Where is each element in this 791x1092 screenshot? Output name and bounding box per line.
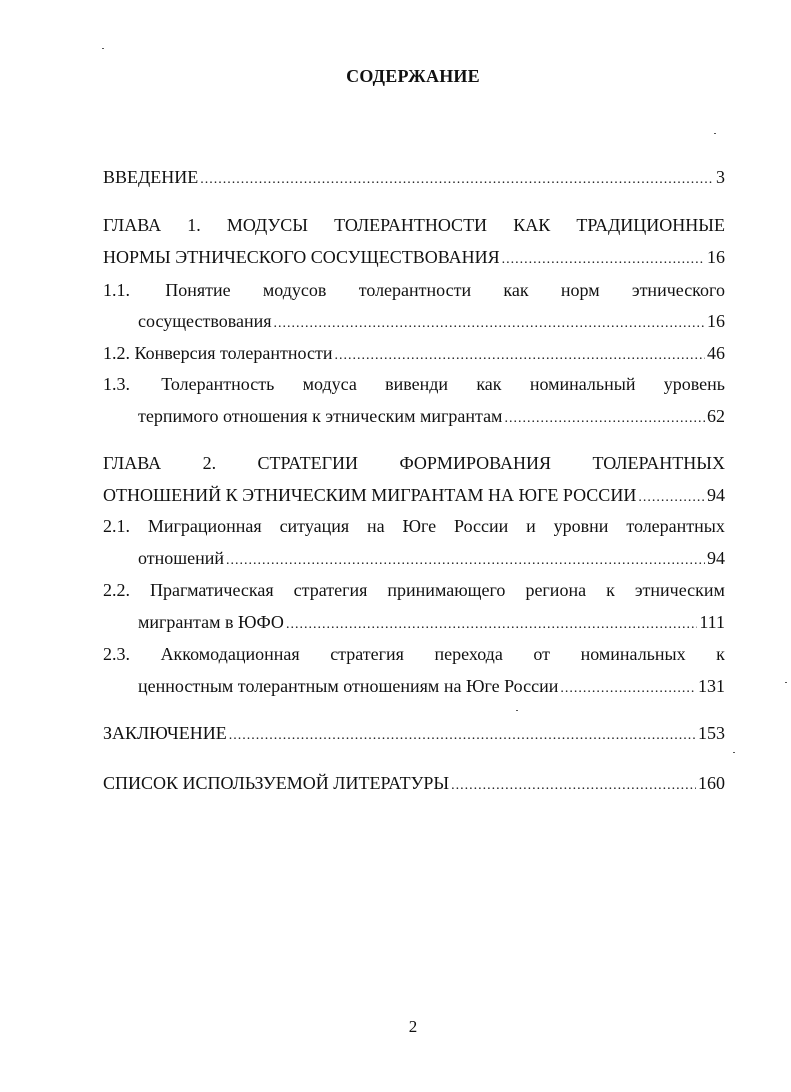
toc-page-number: 160 bbox=[698, 773, 725, 793]
toc-word: региона bbox=[525, 580, 587, 600]
toc-leader bbox=[638, 486, 705, 510]
toc-word: к bbox=[606, 580, 615, 600]
toc-label: ценностным толерантным отношениям на Юге России bbox=[138, 676, 559, 696]
toc-word: 1. bbox=[187, 215, 201, 235]
toc-entry-bibliography[interactable] bbox=[103, 771, 725, 798]
scan-speck bbox=[714, 133, 716, 134]
toc-leader bbox=[451, 774, 696, 798]
page-number: 2 bbox=[408, 1017, 418, 1036]
toc-word: принимающего bbox=[387, 580, 506, 600]
toc-word: уровень bbox=[663, 374, 725, 394]
toc-entry-section-2-1[interactable] bbox=[103, 514, 725, 538]
toc-label: ВВЕДЕНИЕ bbox=[103, 167, 199, 187]
toc-entry-chapter-2[interactable] bbox=[103, 451, 725, 475]
toc-leader bbox=[504, 407, 705, 431]
toc-word: ситуация bbox=[279, 516, 350, 536]
toc-word: стратегия bbox=[330, 644, 404, 664]
toc-entry-intro[interactable] bbox=[103, 165, 725, 192]
toc-word: к bbox=[716, 644, 725, 664]
toc-word: ТОЛЕРАНТНЫХ bbox=[592, 453, 725, 473]
toc-word: России bbox=[454, 516, 509, 536]
toc-word: Миграционная bbox=[147, 516, 262, 536]
scan-speck bbox=[516, 710, 518, 711]
toc-word: модуса bbox=[302, 374, 357, 394]
toc-entry-chapter-1-cont[interactable] bbox=[103, 245, 725, 272]
toc-page-number: 131 bbox=[698, 676, 725, 696]
toc-entry-chapter-2-cont[interactable] bbox=[103, 483, 725, 510]
toc-entry-section-1-1-cont[interactable] bbox=[138, 309, 725, 336]
toc-entry-section-2-3[interactable] bbox=[103, 642, 725, 666]
toc-leader bbox=[274, 312, 705, 336]
toc-word: толерантных bbox=[626, 516, 725, 536]
toc-page-number: 16 bbox=[707, 247, 725, 267]
toc-label: сосуществования bbox=[138, 311, 272, 331]
toc-word: Юге bbox=[402, 516, 437, 536]
toc-word: ТОЛЕРАНТНОСТИ bbox=[334, 215, 488, 235]
toc-word: стратегия bbox=[293, 580, 368, 600]
scan-speck bbox=[785, 682, 787, 683]
toc-word: ФОРМИРОВАНИЯ bbox=[399, 453, 552, 473]
toc-leader bbox=[560, 677, 696, 701]
toc-word: перехода bbox=[434, 644, 503, 664]
toc-entry-section-1-1[interactable] bbox=[103, 278, 725, 302]
toc-word: на bbox=[367, 516, 385, 536]
toc-leader bbox=[226, 549, 705, 573]
toc-entry-chapter-1[interactable] bbox=[103, 213, 725, 237]
toc-leader bbox=[334, 344, 705, 368]
toc-word: Аккомодационная bbox=[160, 644, 300, 664]
toc-label: ОТНОШЕНИЙ К ЭТНИЧЕСКИМ МИГРАНТАМ НА ЮГЕ РОССИИ bbox=[103, 485, 637, 505]
toc-section-number: 1.1. bbox=[103, 280, 130, 300]
toc-word: ГЛАВА bbox=[103, 453, 162, 473]
toc-word: Понятие bbox=[165, 280, 231, 300]
toc-label: ЗАКЛЮЧЕНИЕ bbox=[103, 723, 227, 743]
toc-word: от bbox=[533, 644, 551, 664]
toc-label: мигрантам в ЮФО bbox=[138, 612, 284, 632]
toc-page-number: 111 bbox=[699, 612, 725, 632]
toc-page-number: 3 bbox=[716, 167, 725, 187]
toc-entry-conclusion[interactable] bbox=[103, 721, 725, 748]
toc-leader bbox=[200, 168, 714, 192]
toc-section-number: 2.3. bbox=[103, 644, 130, 664]
toc-leader bbox=[229, 724, 696, 748]
toc-word: и bbox=[526, 516, 536, 536]
toc-word: как bbox=[503, 280, 529, 300]
toc-word: ТРАДИЦИОННЫЕ bbox=[576, 215, 725, 235]
toc-word: 2. bbox=[202, 453, 217, 473]
toc-label: 1.2. Конверсия толерантности bbox=[103, 343, 333, 363]
page-title: СОДЕРЖАНИЕ bbox=[346, 66, 480, 86]
toc-word: Толерантность bbox=[161, 374, 275, 394]
toc-word: как bbox=[476, 374, 502, 394]
toc-page-number: 16 bbox=[707, 311, 725, 331]
scan-speck bbox=[102, 48, 104, 49]
toc-section-number: 2.2. bbox=[103, 580, 130, 600]
toc-word: модусов bbox=[262, 280, 327, 300]
toc-word: номинальный bbox=[529, 374, 636, 394]
toc-page-number: 46 bbox=[707, 343, 725, 363]
toc-entry-section-1-3-cont[interactable] bbox=[138, 404, 725, 431]
toc-page-number: 94 bbox=[707, 485, 725, 505]
toc-leader bbox=[286, 613, 697, 637]
toc-page-number: 153 bbox=[698, 723, 725, 743]
toc-entry-section-2-2[interactable] bbox=[103, 578, 725, 602]
toc-word: КАК bbox=[513, 215, 551, 235]
toc-word: Прагматическая bbox=[150, 580, 274, 600]
toc-entry-section-1-2[interactable] bbox=[103, 341, 725, 368]
toc-word: норм bbox=[560, 280, 600, 300]
toc-label: терпимого отношения к этническим мигрантам bbox=[138, 406, 503, 426]
toc-word: ГЛАВА bbox=[103, 215, 162, 235]
toc-leader bbox=[502, 248, 705, 272]
toc-section-number: 1.3. bbox=[103, 374, 130, 394]
toc-label: СПИСОК ИСПОЛЬЗУЕМОЙ ЛИТЕРАТУРЫ bbox=[103, 773, 450, 793]
toc-label: НОРМЫ ЭТНИЧЕСКОГО СОСУЩЕСТВОВАНИЯ bbox=[103, 247, 500, 267]
toc-word: вивенди bbox=[385, 374, 449, 394]
scan-speck bbox=[733, 752, 735, 753]
toc-page-number: 94 bbox=[707, 548, 725, 568]
toc-word: этническим bbox=[634, 580, 725, 600]
toc-section-number: 2.1. bbox=[103, 516, 130, 536]
toc-word: номинальных bbox=[580, 644, 686, 664]
toc-label: отношений bbox=[138, 548, 225, 568]
toc-word: СТРАТЕГИИ bbox=[257, 453, 359, 473]
toc-word: этнического bbox=[631, 280, 725, 300]
toc-entry-section-2-2-cont[interactable] bbox=[138, 610, 725, 637]
toc-entry-section-2-1-cont[interactable] bbox=[138, 546, 725, 573]
toc-entry-section-2-3-cont[interactable] bbox=[138, 674, 725, 701]
toc-page-number: 62 bbox=[707, 406, 725, 426]
toc-word: толерантности bbox=[358, 280, 472, 300]
toc-word: МОДУСЫ bbox=[226, 215, 308, 235]
toc-entry-section-1-3[interactable] bbox=[103, 372, 725, 396]
toc-word: уровни bbox=[553, 516, 609, 536]
